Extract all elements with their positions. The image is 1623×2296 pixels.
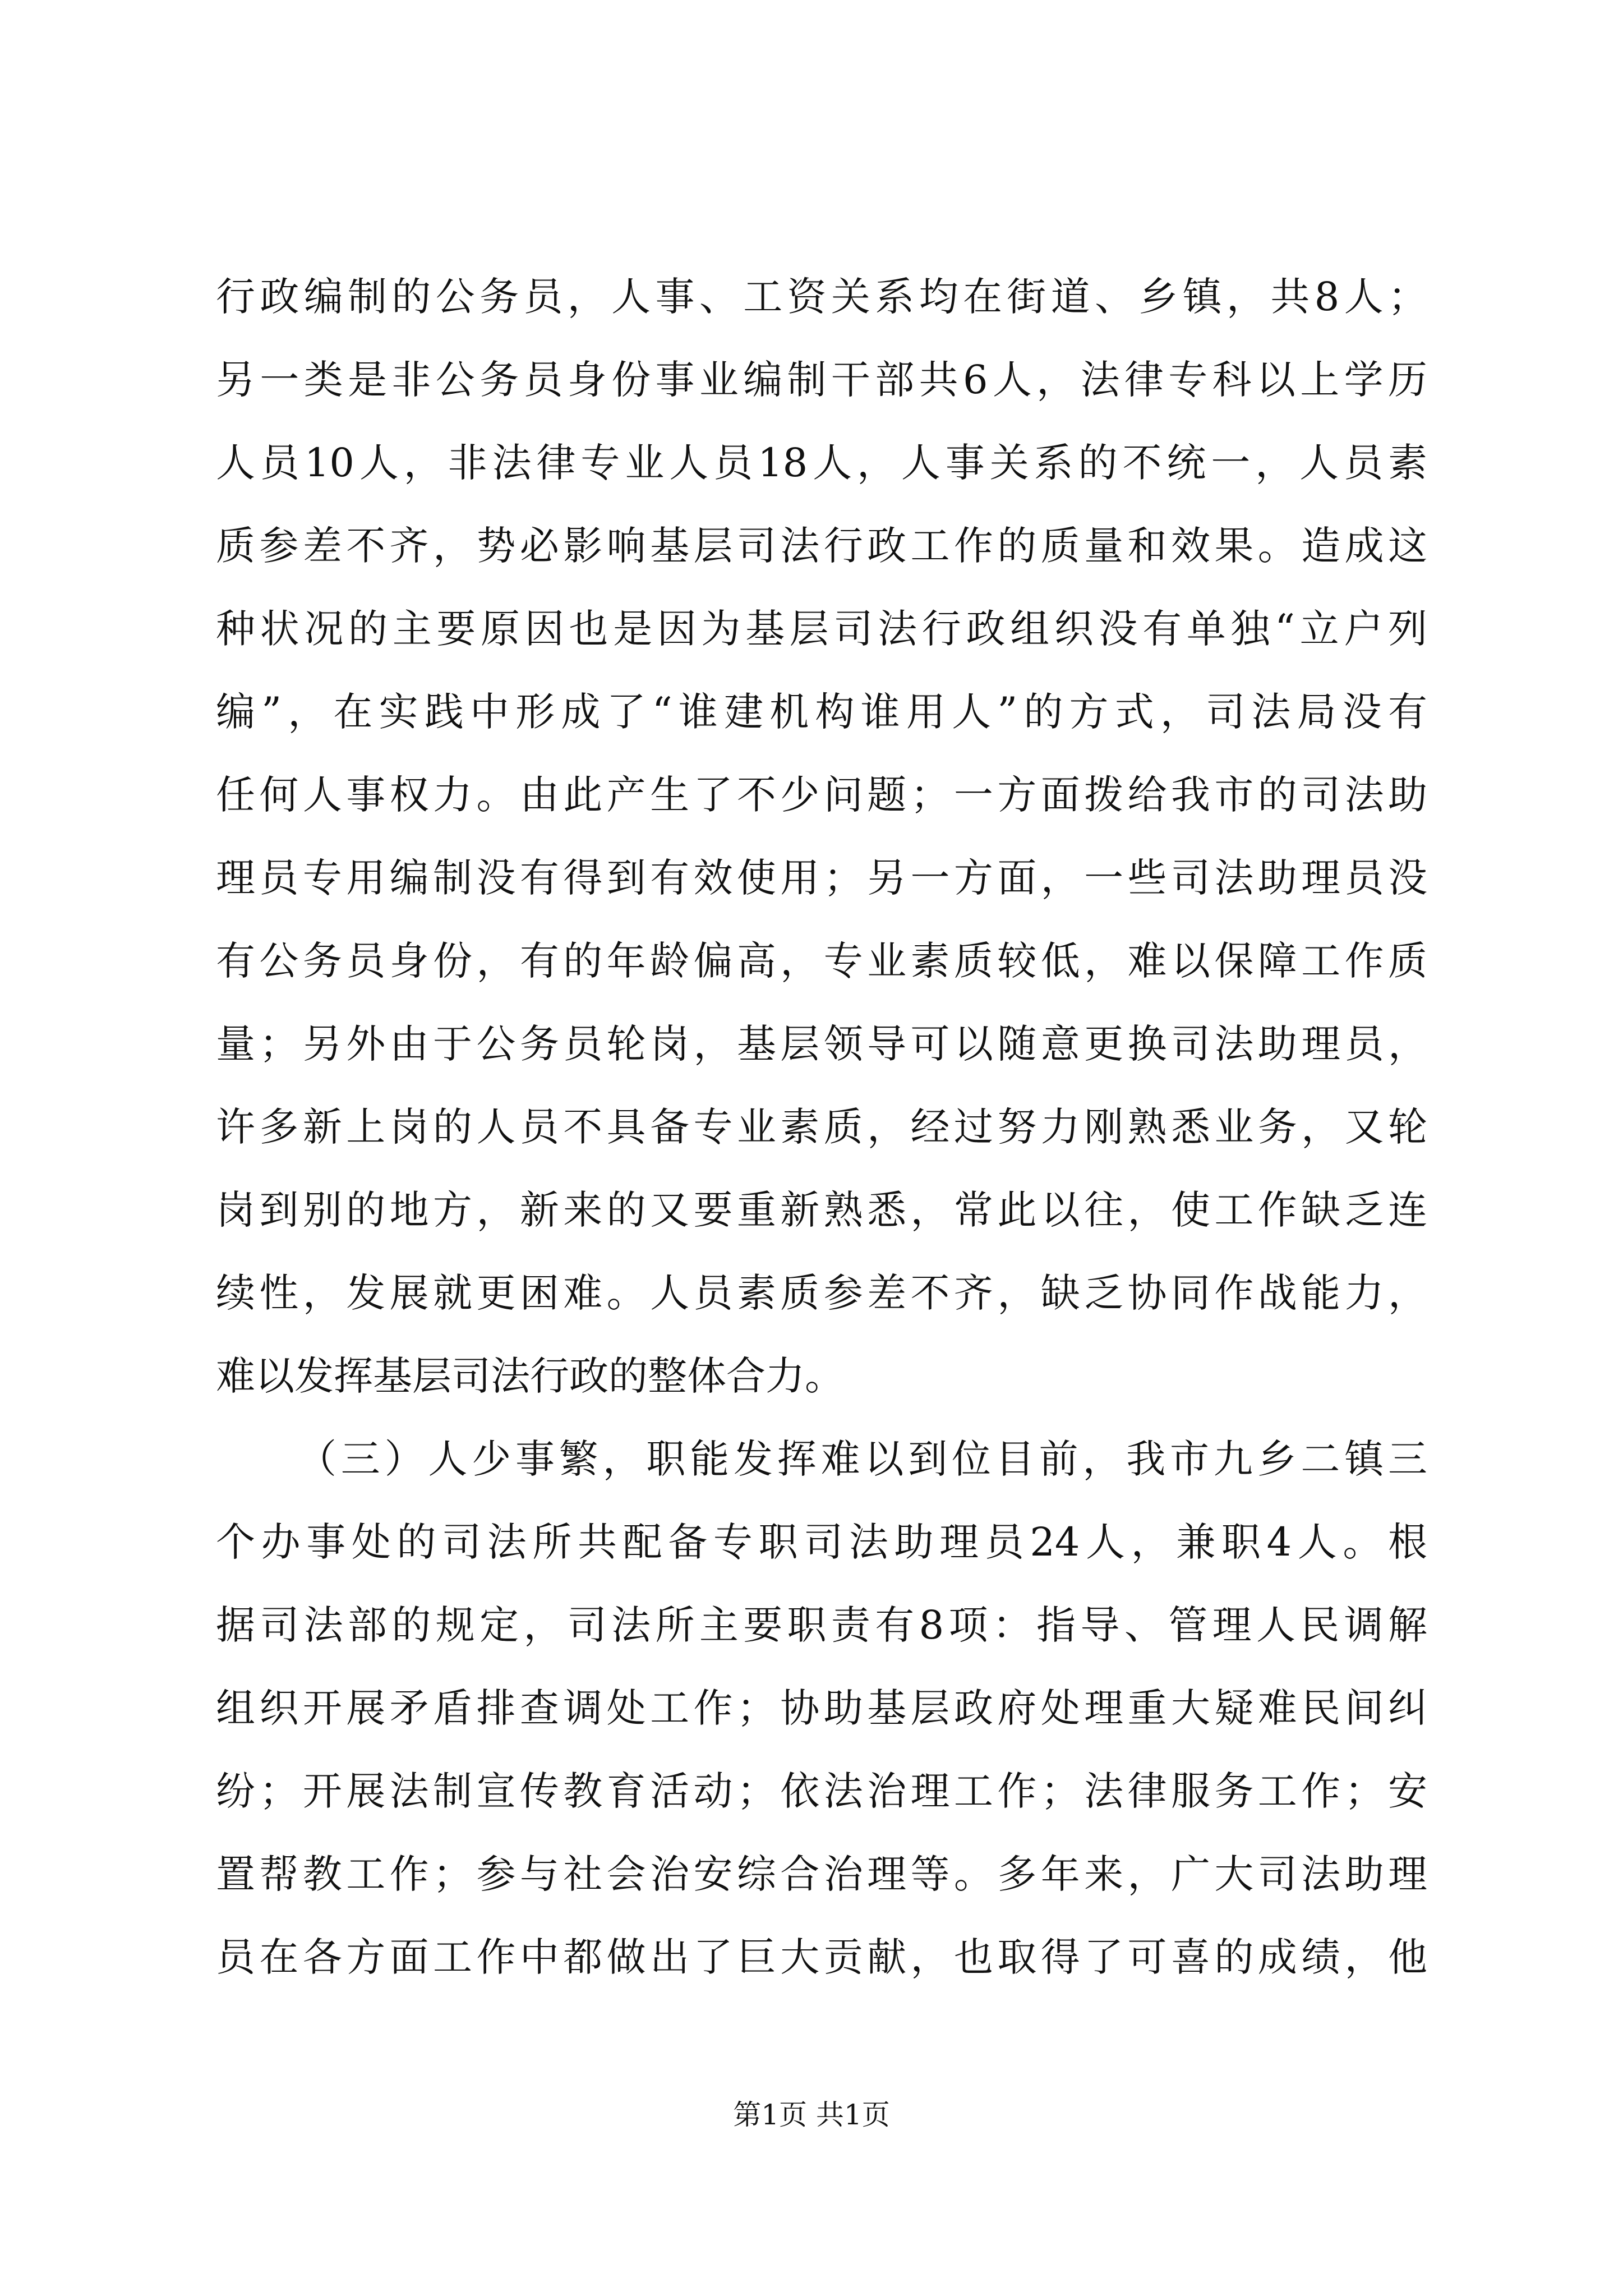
text-line: 难以发挥基层司法行政的整体合力。 (216, 1353, 844, 1399)
page-footer (0, 2095, 1623, 2134)
page-number-label: 第1页 共1页 (733, 2099, 890, 2131)
text-line: 员在各方面工作中都做出了巨大贡献，也取得了可喜的成绩，他 (216, 1934, 1427, 1980)
text-line: 个办事处的司法所共配备专职司法助理员24人，兼职4人。根 (216, 1519, 1427, 1565)
text-line: 理员专用编制没有得到有效使用；另一方面，一些司法助理员没 (216, 855, 1427, 901)
body-text (216, 255, 1427, 1999)
text-line: 人员10人，非法律专业人员18人，人事关系的不统一，人员素 (216, 440, 1427, 486)
text-line: 岗到别的地方，新来的又要重新熟悉，常此以往，使工作缺乏连 (216, 1187, 1427, 1233)
text-line: 纷；开展法制宣传教育活动；依法治理工作；法律服务工作；安 (216, 1768, 1427, 1814)
text-line: 种状况的主要原因也是因为基层司法行政组织没有单独“立户列 (216, 606, 1427, 652)
text-line: （三）人少事繁，职能发挥难以到位目前，我市九乡二镇三 (297, 1436, 1427, 1482)
text-line: 据司法部的规定，司法所主要职责有8项：指导、管理人民调解 (216, 1602, 1427, 1648)
text-line: 任何人事权力。由此产生了不少问题；一方面拨给我市的司法助 (216, 772, 1427, 818)
text-line: 行政编制的公务员，人事、工资关系均在街道、乡镇，共8人； (216, 274, 1427, 320)
text-line: 置帮教工作；参与社会治安综合治理等。多年来，广大司法助理 (216, 1851, 1427, 1897)
text-line: 质参差不齐，势必影响基层司法行政工作的质量和效果。造成这 (216, 523, 1427, 569)
text-line: 有公务员身份，有的年龄偏高，专业素质较低，难以保障工作质 (216, 938, 1427, 984)
text-line: 编”，在实践中形成了“谁建机构谁用人”的方式，司法局没有 (216, 689, 1427, 735)
text-line: 另一类是非公务员身份事业编制干部共6人，法律专科以上学历 (216, 357, 1427, 403)
text-line: 组织开展矛盾排查调处工作；协助基层政府处理重大疑难民间纠 (216, 1685, 1427, 1731)
text-line: 量；另外由于公务员轮岗，基层领导可以随意更换司法助理员， (216, 1021, 1427, 1067)
text-line: 许多新上岗的人员不具备专业素质，经过努力刚熟悉业务，又轮 (216, 1104, 1427, 1150)
text-line: 续性，发展就更困难。人员素质参差不齐，缺乏协同作战能力， (216, 1270, 1427, 1316)
